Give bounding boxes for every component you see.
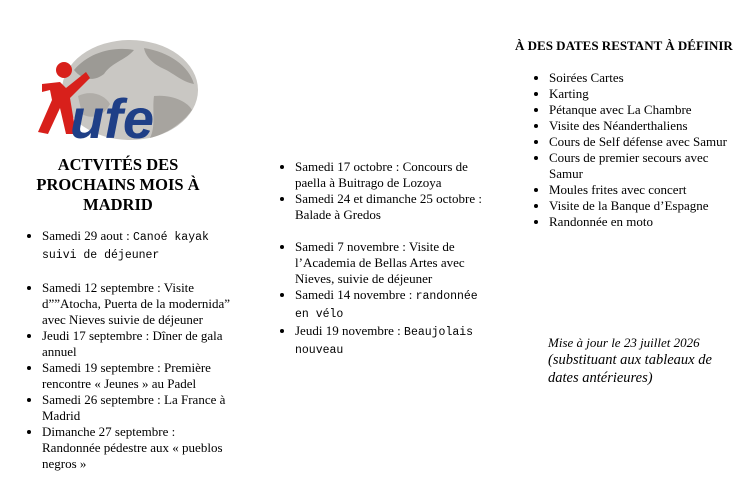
activity-date: Samedi 24 et dimanche 25 octobre : — [295, 191, 483, 206]
list-item — [295, 159, 490, 191]
list-item — [295, 239, 490, 287]
list-item — [295, 287, 490, 323]
activity-description: Concours de paella à Buitrago de Lozoya — [295, 159, 468, 190]
activity-description: Visite de l’Academia de Bellas Artes avec Nieves, suivie de déjeuner — [295, 239, 465, 286]
list-item — [42, 392, 232, 424]
ufe-logo — [34, 38, 200, 144]
activity-list-1 — [22, 228, 232, 472]
activity-description: Visite d””Atocha, Puerta de la modernida” avec Nieves suivie de déjeuner — [42, 280, 231, 327]
undated-activity-list — [515, 70, 740, 230]
activity-list-2 — [275, 159, 490, 359]
globe-figure-logo-icon — [34, 38, 200, 144]
activity-date: Samedi 7 novembre : — [295, 239, 409, 254]
list-item — [42, 328, 232, 360]
list-item: • Randonnée en moto — [549, 214, 740, 230]
update-note-text-b: tableaux de dates antérieures) — [548, 352, 712, 386]
activity-date: Samedi 14 novembre : — [295, 287, 416, 302]
list-item — [42, 228, 232, 264]
activities-column-2 — [275, 159, 490, 359]
activity-date: Samedi 29 aout : — [42, 228, 133, 243]
list-item: • Cours de Self défense avec Samur — [549, 134, 740, 150]
list-item — [42, 424, 232, 472]
list-item — [42, 360, 232, 392]
activity-description: Randonnée pédestre aux « pueblos negros » — [42, 440, 223, 471]
undated-activities-column — [515, 38, 740, 230]
activity-date: Samedi 26 septembre : — [42, 392, 165, 407]
list-item: • Cours de premier secours avec Samur — [549, 150, 740, 182]
activity-description: Beaujolais nouveau — [295, 326, 474, 357]
undated-section-title: À DES DATES RESTANT À DÉFINIR — [515, 38, 733, 53]
activity-description: randonnée en vélo — [295, 290, 478, 321]
list-item: • Karting — [549, 86, 740, 102]
activity-date: Dimanche 27 septembre : — [42, 424, 176, 439]
activity-date: Samedi 19 septembre : — [42, 360, 165, 375]
activity-description: Balade à Gredos — [295, 207, 381, 222]
page-title: ACTVITÉS DES PROCHAINS MOIS À MADRID — [36, 155, 200, 214]
activities-column-1 — [22, 228, 232, 472]
update-note — [548, 334, 743, 387]
list-item: • Visite de la Banque d’Espagne — [549, 198, 740, 214]
activity-date: Samedi 12 septembre : — [42, 280, 164, 295]
update-date: Mise à jour le 23 juillet 2026 — [548, 335, 700, 350]
activity-description: La France à Madrid — [42, 392, 226, 423]
list-item: • Moules frites avec concert — [549, 182, 740, 198]
list-item: • Soirées Cartes — [549, 70, 740, 86]
list-item — [295, 323, 490, 359]
list-item: • Pétanque avec La Chambre — [549, 102, 740, 118]
activity-date: Samedi 17 octobre : — [295, 159, 403, 174]
activity-date: Jeudi 17 septembre : — [42, 328, 153, 343]
list-item — [42, 280, 232, 328]
activity-description: Canoé kayak suivi de déjeuner — [42, 231, 209, 262]
update-note-text-a: (substituant aux — [548, 352, 645, 368]
list-item: • Visite des Néanderthaliens — [549, 118, 740, 134]
activity-description: Première rencontre « Jeunes » au Padel — [42, 360, 211, 391]
activity-date: Jeudi 19 novembre : — [295, 323, 405, 338]
activity-description: Dîner de gala annuel — [42, 328, 223, 359]
logo-text: ufe — [70, 87, 154, 144]
list-item — [295, 191, 490, 223]
